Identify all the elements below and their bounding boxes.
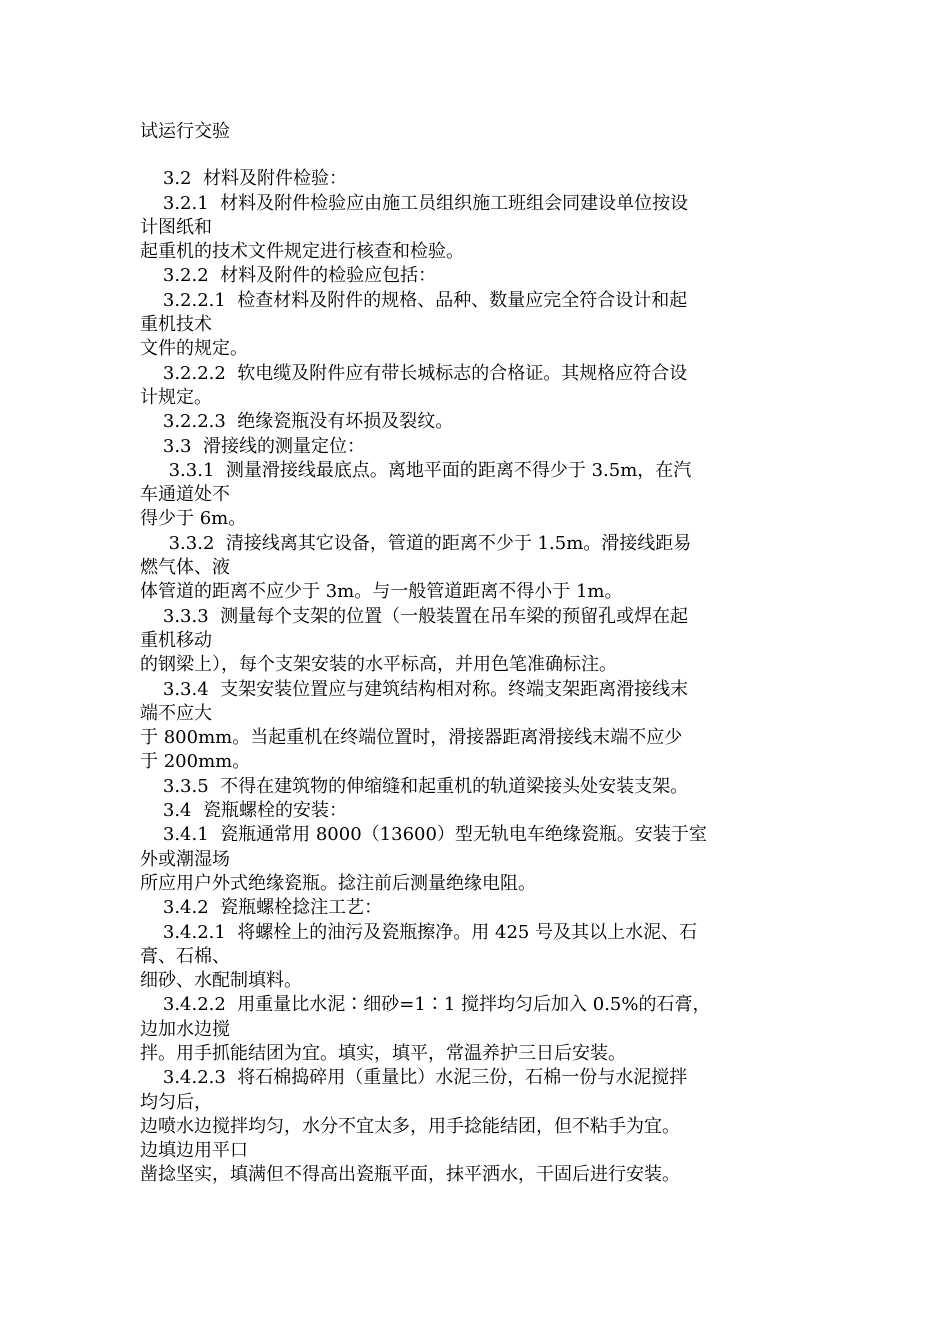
text-line: 3.4 瓷瓶螺栓的安装： [140, 800, 347, 822]
text-line: 端不应大 [140, 702, 212, 724]
text-line: 重机移动 [140, 629, 212, 651]
text-line: 边填边用平口 [140, 1140, 248, 1162]
text-line: 3.3 滑接线的测量定位： [140, 435, 365, 457]
text-line: 体管道的距离不应少于 3m。与一般管道距离不得小于 1m。 [140, 581, 623, 603]
text-line: 3.4.2 瓷瓶螺栓捻注工艺： [140, 897, 383, 919]
text-line: 3.4.2.1 将螺栓上的油污及瓷瓶擦净。用 425 号及其以上水泥、石 [140, 921, 698, 943]
document-body [140, 167, 820, 1187]
text-line: 所应用户外式绝缘瓷瓶。捻注前后测量绝缘电阻。 [140, 872, 536, 894]
text-line: 外或潮湿场 [140, 848, 230, 870]
text-line: 3.2.2.2 软电缆及附件应有带长城标志的合格证。其规格应符合设 [140, 362, 688, 384]
text-line: 3.3.5 不得在建筑物的伸缩缝和起重机的轨道梁接头处安装支架。 [140, 775, 689, 797]
text-line: 于 800mm。当起重机在终端位置时，滑接器距离滑接线末端不应少 [140, 727, 683, 749]
text-line: 凿捻坚实，填满但不得高出瓷瓶平面，抹平洒水，干固后进行安装。 [140, 1164, 680, 1186]
text-line: 3.2.2 材料及附件的检验应包括： [140, 265, 437, 287]
document-heading: 试运行交验 [140, 121, 230, 142]
text-line: 重机技术 [140, 314, 212, 336]
text-line: 起重机的技术文件规定进行核查和检验。 [140, 241, 464, 263]
text-line: 3.2.2.1 检查材料及附件的规格、品种、数量应完全符合设计和起 [140, 289, 688, 311]
text-line: 计规定。 [140, 386, 212, 408]
text-line: 3.3.4 支架安装位置应与建筑结构相对称。终端支架距离滑接线末 [140, 678, 689, 700]
text-line: 边喷水边搅拌均匀，水分不宜太多，用手捻能结团，但不粘手为宜。 [140, 1115, 680, 1137]
text-line: 3.2.2.3 绝缘瓷瓶没有坏损及裂纹。 [140, 411, 454, 433]
document-page [140, 120, 820, 1188]
text-line: 边加水边搅 [140, 1018, 230, 1040]
text-line: 3.4.2.3 将石棉捣碎用（重量比）水泥三份，石棉一份与水泥搅拌 [140, 1067, 688, 1089]
text-line: 文件的规定。 [140, 338, 248, 360]
text-line: 拌。用手抓能结团为宜。填实，填平，常温养护三日后安装。 [140, 1042, 626, 1064]
text-line: 3.3.3 测量每个支架的位置（一般装置在吊车梁的预留孔或焊在起 [140, 605, 689, 627]
text-line: 于 200mm。 [140, 751, 251, 773]
text-line: 计图纸和 [140, 216, 212, 238]
text-line: 3.3.1 测量滑接线最底点。离地平面的距离不得少于 3.5m，在汽 [140, 459, 692, 481]
text-line: 3.2.1 材料及附件检验应由施工员组织施工班组会同建设单位按设 [140, 192, 689, 214]
text-line: 3.3.2 清接线离其它设备，管道的距离不少于 1.5m。滑接线距易 [140, 532, 692, 554]
text-line: 细砂、水配制填料。 [140, 970, 302, 992]
text-line: 3.4.1 瓷瓶通常用 8000（13600）型无轨电车绝缘瓷瓶。安装于室 [140, 824, 707, 846]
text-line: 车通道处不 [140, 484, 230, 506]
paragraph-gap [140, 144, 820, 167]
text-line: 的钢梁上），每个支架安装的水平标高，并用色笔准确标注。 [140, 654, 617, 676]
text-line: 燃气体、液 [140, 557, 230, 579]
text-line: 得少于 6m。 [140, 508, 247, 530]
text-line: 3.4.2.2 用重量比水泥∶细砂=1∶1 搅拌均匀后加入 0.5%的石膏， [140, 994, 711, 1016]
text-line: 膏、石棉、 [140, 945, 230, 967]
text-line: 3.2 材料及附件检验： [140, 168, 347, 190]
text-line: 均匀后， [140, 1091, 212, 1113]
